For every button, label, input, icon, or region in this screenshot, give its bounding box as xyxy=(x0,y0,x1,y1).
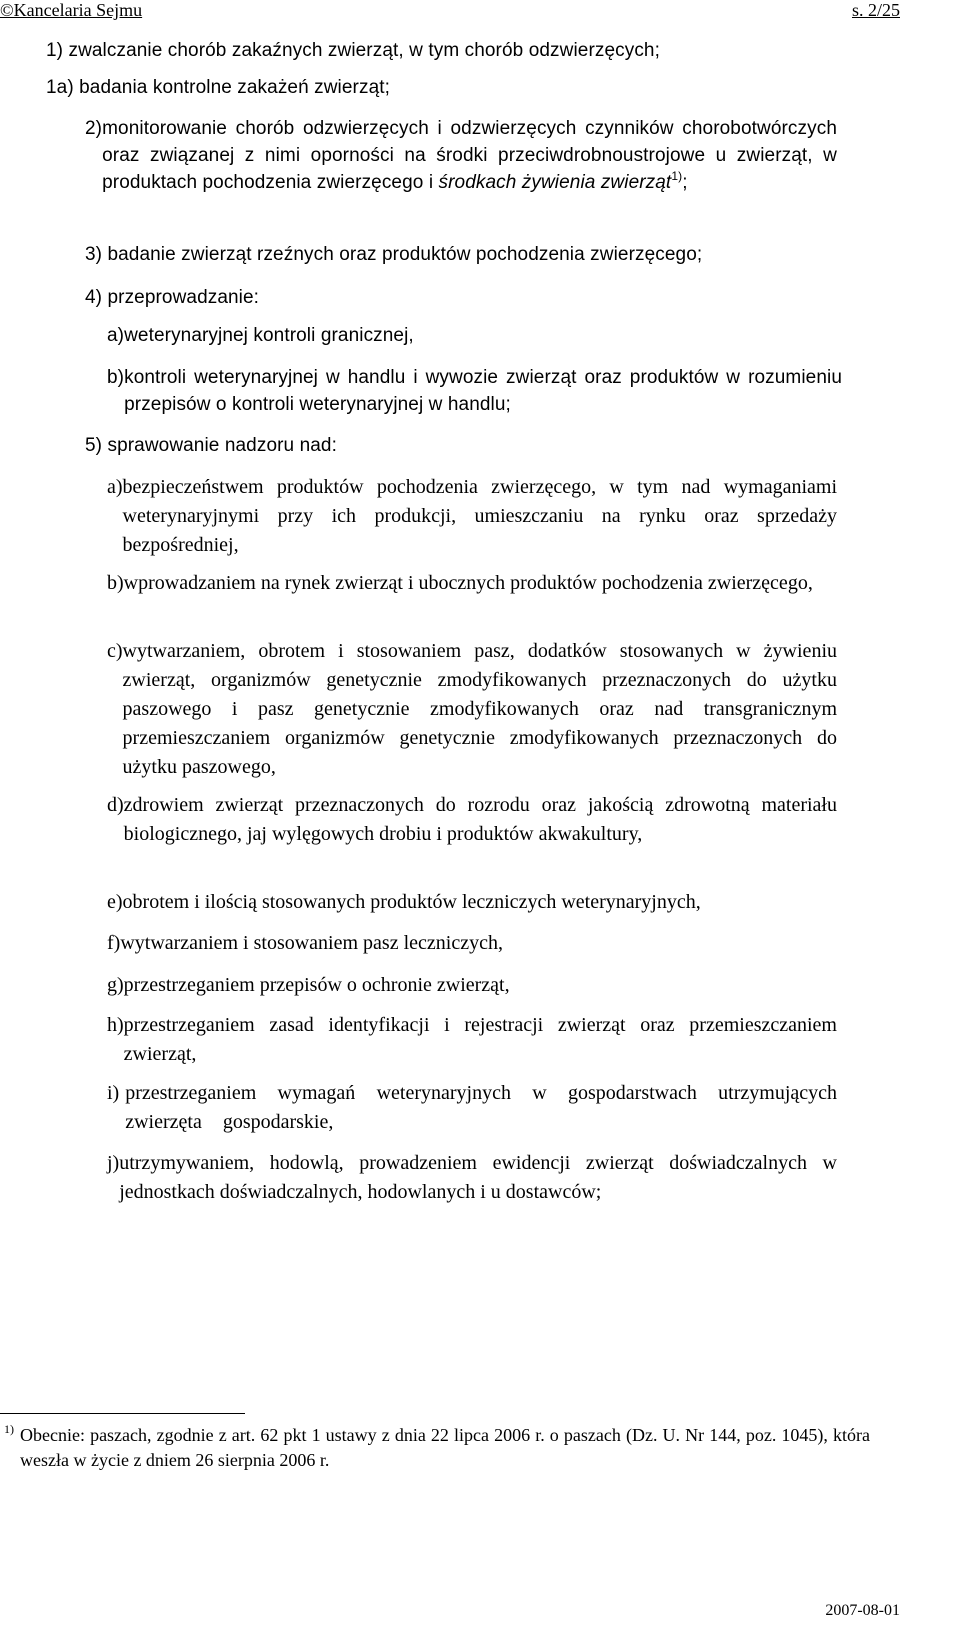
item-5c xyxy=(107,637,837,782)
item-2-text-main: monitorowanie chorób odzwierzęcych i odzwierzęcych czynników chorobotwórczych oraz związanej z nimi oporności na środki przeciwdrobnoustrojowe u zwierząt, w produktach pochodzenia zwierzęcego i xyxy=(102,118,837,193)
item-5g xyxy=(107,971,847,1000)
item-5a xyxy=(107,473,837,560)
item-4: 4) przeprowadzanie: xyxy=(85,287,260,308)
item-2-label: 2) xyxy=(85,118,103,139)
item-5g-label: g) xyxy=(107,974,124,996)
item-5h-text: przestrzeganiem zasad identyfikacji i rejestracji zwierząt oraz przemieszczaniem zwierząt, xyxy=(123,1014,837,1065)
item-1: 1) zwalczanie chorób zakaźnych zwierząt, w tym chorób odzwierzęcych; xyxy=(46,40,660,61)
item-4b xyxy=(107,364,842,418)
item-5b xyxy=(107,569,837,598)
item-5a-label: a) xyxy=(107,476,123,498)
item-1a: 1a) badania kontrolne zakażeń zwierząt; xyxy=(46,77,390,98)
footnote-mark: 1) xyxy=(4,1422,14,1436)
item-5d-text: zdrowiem zwierząt przeznaczonych do rozrodu oraz jakością zdrowotną materiału biologicznego, jaj wylęgowych drobiu i produktów akwakultury, xyxy=(123,794,837,845)
item-4b-text: kontroli weterynaryjnej w handlu i wywozie zwierząt oraz produktów w rozumieniu przepisów o kontroli weterynaryjnej w handlu; xyxy=(124,367,842,415)
item-5j xyxy=(107,1149,837,1207)
item-5g-text: przestrzeganiem przepisów o ochronie zwierząt, xyxy=(123,974,510,996)
item-5j-text: utrzymywaniem, hodowlą, prowadzeniem ewidencji zwierząt doświadczalnych w jednostkach doświadczalnych, hodowlanych i u dostawców; xyxy=(119,1152,837,1203)
item-4b-label: b) xyxy=(107,367,125,388)
footnote xyxy=(0,1423,870,1473)
item-4a-label: a) xyxy=(107,325,125,346)
item-5h xyxy=(107,1011,837,1069)
item-4a-text: weterynaryjnej kontroli granicznej, xyxy=(124,325,414,346)
item-5: 5) sprawowanie nadzoru nad: xyxy=(85,435,337,456)
item-5c-label: c) xyxy=(107,640,123,662)
item-2 xyxy=(85,115,837,196)
item-5j-label: j) xyxy=(107,1152,120,1174)
item-5b-label: b) xyxy=(107,572,124,594)
item-5d-label: d) xyxy=(107,794,124,816)
footnote-text: Obecnie: paszach, zgodnie z art. 62 pkt 1 ustawy z dnia 22 lipca 2006 r. o paszach (Dz. U. Nr 144, poz. 1045), która weszła w życie z dniem 26 sierpnia 2006 r. xyxy=(20,1425,870,1470)
item-3: 3) badanie zwierząt rzeźnych oraz produktów pochodzenia zwierzęcego; xyxy=(85,244,703,265)
footnote-divider xyxy=(0,1413,245,1414)
item-5a-text: bezpieczeństwem produktów pochodzenia zwierzęcego, w tym nad wymaganiami weterynaryjnymi przy ich produkcji, umieszczaniu na rynku oraz sprzedaży bezpośredniej, xyxy=(122,476,837,556)
item-2-tail: ; xyxy=(682,172,688,193)
item-5d xyxy=(107,791,837,849)
item-5f-label: f) xyxy=(107,932,121,954)
page-number: s. 2/25 xyxy=(851,0,900,20)
item-5c-text: wytwarzaniem, obrotem i stosowaniem pasz, dodatków stosowanych w żywieniu zwierząt, organizmów genetycznie zmodyfikowanych przeznaczonych do użytku paszowego i pasz genetycznie zmodyfikowanych oraz nad transgranicznym przemieszczaniem organizmów genetycznie zmodyfikowanych przeznaczonych do użytku paszowego, xyxy=(122,640,837,778)
item-5e-text: obrotem i ilością stosowanych produktów leczniczych weterynaryjnych, xyxy=(122,891,701,913)
item-5f xyxy=(107,929,847,958)
item-5e xyxy=(107,888,847,917)
item-5h-label: h) xyxy=(107,1014,124,1036)
item-4a xyxy=(107,321,867,350)
page-header-source: ©Kancelaria Sejmu xyxy=(0,0,143,20)
item-5f-text: wytwarzaniem i stosowaniem pasz leczniczych, xyxy=(120,932,503,954)
footnote-ref-1: 1) xyxy=(671,169,683,183)
document-date: 2007-08-01 xyxy=(825,1602,900,1619)
item-5i-text: przestrzeganiem wymagań weterynaryjnych w gospodarstwach utrzymujących zwierzęta gospodarskie, xyxy=(125,1082,837,1133)
item-5i xyxy=(107,1079,837,1137)
item-5i-label: i) xyxy=(107,1082,120,1104)
item-5b-text: wprowadzaniem na rynek zwierząt i ubocznych produktów pochodzenia zwierzęcego, xyxy=(123,572,813,594)
item-2-text xyxy=(74,115,837,196)
item-2-italic-term: środkach żywienia zwierząt xyxy=(438,172,672,193)
item-5e-label: e) xyxy=(107,891,123,913)
